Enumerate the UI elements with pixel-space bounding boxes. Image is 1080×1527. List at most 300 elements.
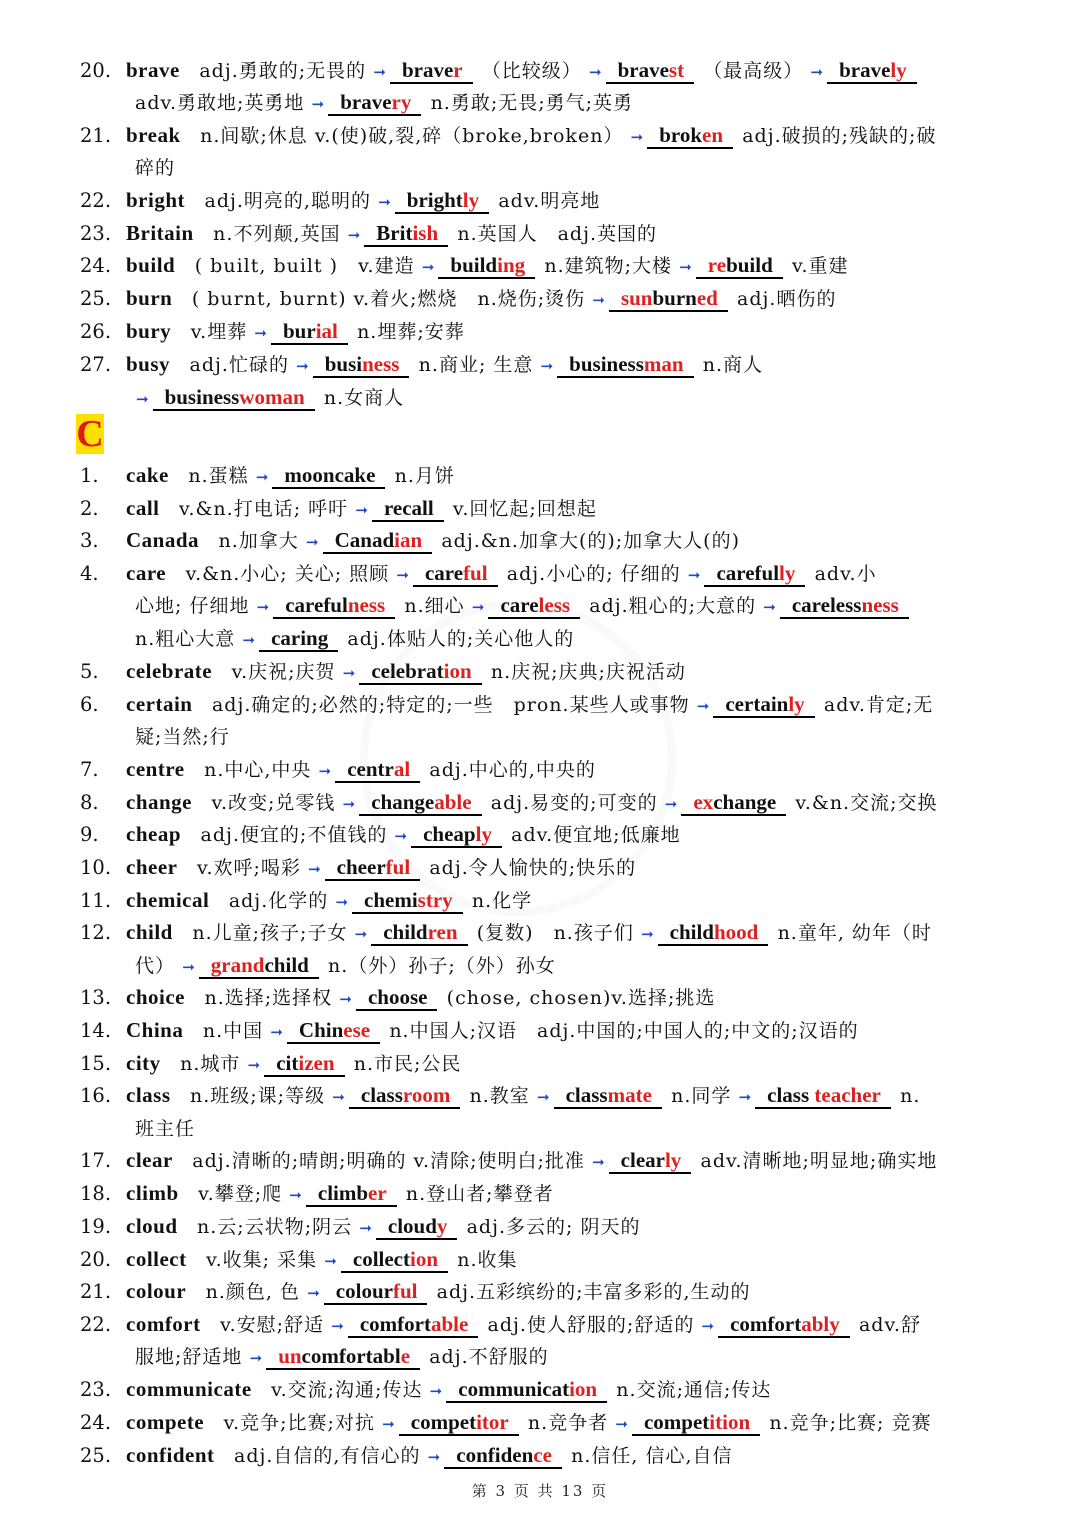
definition-text: adj.晒伤的	[737, 288, 837, 310]
answer-suffix-red: ly	[462, 188, 480, 212]
answer-suffix-red: hood	[714, 920, 759, 944]
entry-body	[126, 1014, 859, 1049]
headword: Canada	[126, 528, 200, 552]
entry-number: 22.	[80, 189, 112, 212]
definition-text: n.粗心大意	[135, 628, 236, 650]
entry-number: 14.	[80, 1019, 112, 1042]
vocab-entry	[0, 1210, 1080, 1243]
entry-number: 1.	[80, 464, 99, 487]
answer-blank	[323, 528, 433, 554]
headword: child	[126, 920, 173, 944]
entry-body	[126, 557, 877, 592]
definition-text: n.选择;选择权	[204, 987, 333, 1009]
answer-suffix-red: ition	[709, 1410, 751, 1434]
entry-body	[126, 1243, 518, 1278]
vocab-entry	[0, 1079, 1080, 1112]
entry-number: 19.	[80, 1215, 112, 1238]
headword: colour	[126, 1279, 187, 1303]
entry-number: 20.	[80, 59, 112, 82]
definition-text: n.中国人;汉语 adj.中国的;中国人的;中文的;汉语的	[389, 1020, 859, 1042]
definition-text: adv.舒	[858, 1314, 921, 1336]
answer-suffix-red: ful	[385, 855, 411, 879]
answer-blank	[681, 790, 786, 816]
definition-text: n.不列颠,英国	[213, 223, 341, 245]
definition-text: n.化学	[471, 890, 533, 912]
answer-blank	[609, 286, 728, 312]
definition-text: adj.五彩缤纷的;丰富多彩的,生动的	[436, 1281, 751, 1303]
arrow-right-icon: ➞	[810, 63, 824, 81]
definition-text: ( burnt, burnt) v.着火;燃烧 n.烧伤;烫伤	[191, 288, 586, 310]
answer-stem: cheap	[423, 822, 476, 846]
headword: cheap	[126, 822, 181, 846]
definition-text: n.（外）孙子;（外）孙女	[328, 955, 556, 977]
answer-blank	[324, 1279, 428, 1305]
definition-text: n.中心,中央	[204, 759, 312, 781]
answer-blank	[438, 253, 535, 279]
arrow-right-icon: ➞	[373, 63, 386, 81]
answer-blank	[328, 90, 421, 116]
answer-suffix-red: ish	[412, 221, 439, 245]
arrow-right-icon: ➞	[324, 1252, 337, 1270]
arrow-right-icon: ➞	[255, 468, 269, 486]
entry-body	[126, 54, 920, 89]
entry-body	[126, 753, 596, 788]
answer-blank	[696, 253, 783, 279]
entry-body	[126, 524, 740, 559]
entry-body	[126, 1308, 921, 1343]
answer-blank	[390, 58, 473, 84]
answer-stem: brok	[659, 123, 703, 147]
answer-suffix-red: ry	[391, 90, 412, 114]
arrow-right-icon: ➞	[540, 357, 554, 375]
headword: communicate	[126, 1377, 252, 1401]
answer-blank	[395, 188, 489, 214]
entry-body	[126, 1144, 937, 1179]
arrow-right-icon: ➞	[592, 291, 605, 309]
answer-blank	[264, 1051, 344, 1077]
headword: chemical	[126, 888, 210, 912]
vocab-entry	[0, 1308, 1080, 1341]
answer-suffix-red: ly	[890, 58, 907, 82]
answer-suffix-red: er	[368, 1181, 387, 1205]
arrow-right-icon: ➞	[306, 533, 319, 551]
headword: cheer	[126, 855, 178, 879]
arrow-right-icon: ➞	[641, 925, 654, 943]
entry-number: 5.	[80, 660, 99, 683]
entry-number: 21.	[80, 1280, 112, 1303]
entry-body	[126, 1079, 920, 1114]
headword: celebrate	[126, 659, 213, 683]
arrow-right-icon: ➞	[630, 128, 644, 146]
answer-blank	[272, 463, 385, 489]
definition-text: adj.使人舒服的;舒适的	[487, 1314, 695, 1336]
answer-suffix-red: st	[668, 58, 685, 82]
arrow-right-icon: ➞	[378, 193, 391, 211]
answer-stem: centr	[347, 757, 394, 781]
definition-text: 代）	[135, 955, 176, 977]
answer-blank	[718, 1312, 850, 1338]
arrow-right-icon: ➞	[382, 1415, 395, 1433]
answer-stem: compet	[410, 1410, 477, 1434]
definition-text: n.	[900, 1085, 921, 1107]
vocab-entry	[0, 1439, 1080, 1472]
answer-stem: recall	[383, 496, 434, 520]
answer-stem: compet	[643, 1410, 710, 1434]
answer-stem: collect	[352, 1247, 410, 1271]
arrow-right-icon: ➞	[136, 390, 149, 408]
entry-body	[135, 1340, 549, 1375]
definition-text: n.商业; 生意	[418, 354, 534, 376]
definition-text: n.班级;课;等级	[190, 1085, 326, 1107]
arrow-right-icon: ➞	[427, 1448, 441, 1466]
entry-number: 20.	[80, 1248, 112, 1271]
headword: cake	[126, 463, 169, 487]
entry-body	[135, 86, 633, 121]
answer-stem: confiden	[456, 1443, 534, 1467]
definition-text: adj.不舒服的	[429, 1346, 549, 1368]
entry-body	[126, 1177, 554, 1212]
answer-stem: cit	[276, 1051, 299, 1075]
entry-number: 25.	[80, 287, 112, 310]
definition-text: n.颜色, 色	[205, 1281, 301, 1303]
answer-blank	[557, 352, 693, 378]
answer-stem: bur	[283, 319, 316, 343]
definition-text: adj.小心的; 仔细的	[506, 563, 681, 585]
arrow-right-icon: ➞	[701, 1317, 715, 1335]
answer-blank	[349, 1083, 460, 1109]
definition-text: adj.明亮的,聪明的	[204, 190, 371, 212]
vocab-entry	[0, 557, 1080, 590]
answer-stem: build	[726, 253, 773, 277]
answer-blank	[827, 58, 917, 84]
definition-text: adj.中心的,中央的	[429, 759, 596, 781]
answer-blank	[352, 888, 463, 914]
answer-stem: business	[569, 352, 644, 376]
definition-text: v.改变;兑零钱	[211, 792, 336, 814]
definition-text: n.交流;通信;传达	[616, 1379, 772, 1401]
answer-stem: child	[669, 920, 714, 944]
answer-stem: careful	[716, 561, 780, 585]
entry-number: 12.	[80, 921, 112, 944]
definition-text: 班主任	[135, 1118, 196, 1140]
arrow-right-icon: ➞	[347, 226, 361, 244]
entry-number: 26.	[80, 320, 112, 343]
headword: burn	[126, 286, 173, 310]
headword: centre	[126, 757, 185, 781]
arrow-right-icon: ➞	[664, 795, 678, 813]
entry-number: 25.	[80, 1444, 112, 1467]
answer-blank	[704, 561, 805, 587]
answer-stem: class	[360, 1083, 403, 1107]
vocab-entry	[0, 1047, 1080, 1080]
definition-text: n.庆祝;庆典;庆祝活动	[490, 661, 686, 683]
arrow-right-icon: ➞	[592, 1153, 605, 1171]
answer-suffix-red: able	[434, 790, 472, 814]
entry-continuation-line	[0, 1112, 1080, 1145]
answer-suffix-red: ren	[427, 920, 458, 944]
definition-text: n.登山者;攀登者	[405, 1183, 554, 1205]
answer-suffix-red: izen	[298, 1051, 335, 1075]
answer-stem: business	[164, 385, 240, 409]
answer-stem: cheer	[336, 855, 386, 879]
definition-text: n.教室	[469, 1085, 530, 1107]
entry-body	[126, 688, 933, 723]
section-letter-badge: C	[76, 413, 104, 455]
entry-body	[126, 184, 600, 219]
answer-suffix-red: man	[643, 352, 684, 376]
answer-stem: clear	[620, 1148, 665, 1172]
headword: cloud	[126, 1214, 178, 1238]
entry-body	[135, 589, 912, 624]
entry-continuation-line	[0, 949, 1080, 982]
vocab-entry	[0, 1373, 1080, 1406]
answer-suffix-red: teacher	[814, 1083, 881, 1107]
answer-stem: Brit	[376, 221, 413, 245]
entry-number: 15.	[80, 1052, 112, 1075]
entry-body	[135, 720, 230, 754]
entry-continuation-line	[0, 151, 1080, 184]
answer-blank	[780, 593, 909, 619]
headword: break	[126, 123, 181, 147]
arrow-right-icon: ➞	[342, 664, 356, 682]
answer-stem: caring	[271, 626, 329, 650]
arrow-right-icon: ➞	[687, 566, 701, 584]
answer-blank	[371, 920, 467, 946]
arrow-right-icon: ➞	[296, 357, 309, 375]
answer-blank	[364, 221, 448, 247]
answer-suffix-red: ial	[315, 319, 338, 343]
vocab-entry	[0, 119, 1080, 152]
answer-suffix-red: stry	[417, 888, 453, 912]
answer-blank	[446, 1377, 607, 1403]
arrow-right-icon: ➞	[396, 566, 409, 584]
entry-body	[126, 1439, 733, 1474]
answer-blank	[647, 123, 733, 149]
vocab-entry	[0, 851, 1080, 884]
answer-stem: choose	[367, 985, 428, 1009]
answer-stem: care	[424, 561, 464, 585]
headword: bury	[126, 319, 172, 343]
entry-body	[135, 1112, 195, 1146]
answer-suffix-red: ly	[788, 692, 805, 716]
answer-stem: class	[565, 1083, 608, 1107]
answer-suffix-red: ness	[362, 352, 400, 376]
answer-suffix-red: room	[402, 1083, 451, 1107]
entry-body	[126, 119, 936, 154]
answer-stem: change	[371, 790, 435, 814]
definition-text: adj.多云的; 阴天的	[466, 1216, 641, 1238]
entry-body	[135, 381, 404, 416]
answer-suffix-red: ly	[664, 1148, 682, 1172]
answer-suffix-red: al	[393, 757, 411, 781]
definition-text: v.竞争;比赛;对抗	[223, 1412, 375, 1434]
headword: busy	[126, 352, 171, 376]
headword: China	[126, 1018, 184, 1042]
definition-text: n.市民;公民	[353, 1053, 462, 1075]
vocab-entry	[0, 524, 1080, 557]
definition-text: n.月饼	[394, 465, 455, 487]
vocab-entry	[0, 492, 1080, 525]
entry-body	[135, 151, 175, 185]
answer-suffix-red: un	[278, 1344, 302, 1368]
arrow-right-icon: ➞	[696, 697, 710, 715]
arrow-right-icon: ➞	[394, 827, 408, 845]
definition-text: v.收集; 采集	[206, 1249, 318, 1271]
entry-body	[126, 786, 938, 821]
definition-text: n.收集	[457, 1249, 518, 1271]
entry-number: 27.	[80, 353, 112, 376]
headword: city	[126, 1051, 161, 1075]
definition-text: adj.忙碌的	[189, 354, 289, 376]
entry-body	[126, 818, 681, 853]
entry-body	[126, 459, 455, 494]
answer-stem: Canad	[334, 528, 395, 552]
answer-blank	[713, 692, 814, 718]
definition-text: n.建筑物;大楼	[544, 255, 673, 277]
answer-blank	[632, 1410, 760, 1436]
arrow-right-icon: ➞	[307, 1284, 320, 1302]
definition-text: v.埋葬	[190, 321, 248, 343]
answer-blank	[554, 1083, 662, 1109]
definition-text: n.加拿大	[218, 530, 299, 552]
entry-number: 3.	[80, 529, 99, 552]
entry-body	[126, 249, 849, 284]
entry-body	[126, 916, 932, 951]
arrow-right-icon: ➞	[289, 1186, 302, 1204]
answer-stem: celebrat	[371, 659, 444, 683]
answer-suffix-red: re	[707, 253, 727, 277]
definition-text: adj.易变的;可变的	[490, 792, 658, 814]
answer-blank	[266, 1344, 420, 1370]
headword: clear	[126, 1148, 173, 1172]
definition-text: n.竞争者	[527, 1412, 609, 1434]
answer-blank	[359, 659, 481, 685]
answer-suffix-red: able	[430, 1312, 469, 1336]
vocab-entry	[0, 1144, 1080, 1177]
answer-stem: cloud	[387, 1214, 437, 1238]
definition-text: adj.令人愉快的;快乐的	[429, 857, 637, 879]
answer-blank	[341, 1247, 448, 1273]
definition-text: n.勇敢;无畏;勇气;英勇	[430, 92, 634, 114]
answer-suffix-red: y	[436, 1214, 448, 1238]
vocab-entry	[0, 916, 1080, 949]
answer-blank	[335, 757, 420, 783]
entry-body	[126, 884, 532, 919]
entry-number: 22.	[80, 1313, 112, 1336]
arrow-right-icon: ➞	[589, 63, 602, 81]
vocab-entry	[0, 282, 1080, 315]
definition-text: n.儿童;孩子;子女	[192, 922, 348, 944]
answer-blank	[325, 855, 420, 881]
answer-stem: child	[264, 953, 309, 977]
answer-suffix-red: less	[538, 593, 571, 617]
entry-continuation-line	[0, 589, 1080, 622]
entry-body	[126, 282, 836, 317]
entry-body	[126, 655, 686, 690]
headword: build	[126, 253, 176, 277]
answer-blank	[658, 920, 769, 946]
answer-suffix-red: ness	[347, 593, 386, 617]
answer-blank	[376, 1214, 458, 1240]
entry-body	[126, 217, 657, 252]
definition-text: 心地; 仔细地	[135, 595, 250, 617]
entry-continuation-line	[0, 622, 1080, 655]
answer-stem: chemi	[364, 888, 418, 912]
vocab-entry	[0, 54, 1080, 87]
vocab-entry	[0, 655, 1080, 688]
entry-body	[126, 348, 763, 383]
arrow-right-icon: ➞	[335, 893, 349, 911]
arrow-right-icon: ➞	[331, 1317, 344, 1335]
entry-number: 23.	[80, 222, 112, 245]
answer-blank	[606, 58, 695, 84]
vocab-entry	[0, 688, 1080, 721]
entry-body	[126, 1406, 931, 1441]
answer-stem: busi	[324, 352, 363, 376]
definition-text: v.欢呼;喝彩	[196, 857, 301, 879]
vocab-entry	[0, 249, 1080, 282]
headword: call	[126, 496, 160, 520]
vocab-entry	[0, 1243, 1080, 1276]
vocab-entry	[0, 1177, 1080, 1210]
definition-text: adj.粗心的;大意的	[589, 595, 757, 617]
answer-blank	[488, 593, 580, 619]
definition-text: v.&n.打电话; 呼吁	[179, 498, 349, 520]
answer-blank	[348, 1312, 478, 1338]
answer-suffix-red: sun	[620, 286, 653, 310]
answer-blank	[199, 953, 319, 979]
answer-blank	[313, 352, 410, 378]
answer-blank	[609, 1148, 692, 1174]
definition-text: n.信任, 信心,自信	[571, 1445, 733, 1467]
answer-blank	[259, 626, 338, 652]
vocab-entry	[0, 981, 1080, 1014]
arrow-right-icon: ➞	[182, 958, 195, 976]
headword: climb	[126, 1181, 179, 1205]
entry-number: 16.	[80, 1084, 112, 1107]
definition-text: 碎的	[135, 157, 176, 179]
vocab-entry	[0, 818, 1080, 851]
answer-stem: mooncake	[284, 463, 376, 487]
answer-suffix-red: ian	[394, 528, 423, 552]
answer-blank	[273, 593, 395, 619]
definition-text: adj.破损的;残缺的;破	[742, 125, 937, 147]
answer-suffix-red: ly	[475, 822, 492, 846]
vocab-entry	[0, 315, 1080, 348]
entry-number: 8.	[80, 791, 99, 814]
headword: Britain	[126, 221, 194, 245]
entry-number: 2.	[80, 497, 99, 520]
answer-stem: care	[500, 593, 539, 617]
answer-stem: comfortabl	[301, 1344, 401, 1368]
arrow-right-icon: ➞	[247, 1056, 261, 1074]
definition-text: ( built, built ) v.建造	[194, 255, 415, 277]
answer-stem: comfort	[730, 1312, 802, 1336]
entry-continuation-line	[0, 381, 1080, 414]
arrow-right-icon: ➞	[738, 1088, 752, 1106]
definition-text: v.庆祝;庆贺	[231, 661, 336, 683]
definition-text: v.交流;沟通;传达	[271, 1379, 423, 1401]
answer-suffix-red: ion	[443, 659, 472, 683]
definition-text: n.蛋糕	[188, 465, 249, 487]
entry-body	[126, 981, 715, 1016]
definition-text: adv.明亮地	[498, 190, 601, 212]
entry-continuation-line	[0, 86, 1080, 119]
definition-text: n.同学	[671, 1085, 732, 1107]
entry-continuation-line	[0, 1340, 1080, 1373]
entry-number: 21.	[80, 124, 112, 147]
answer-blank	[306, 1181, 397, 1207]
